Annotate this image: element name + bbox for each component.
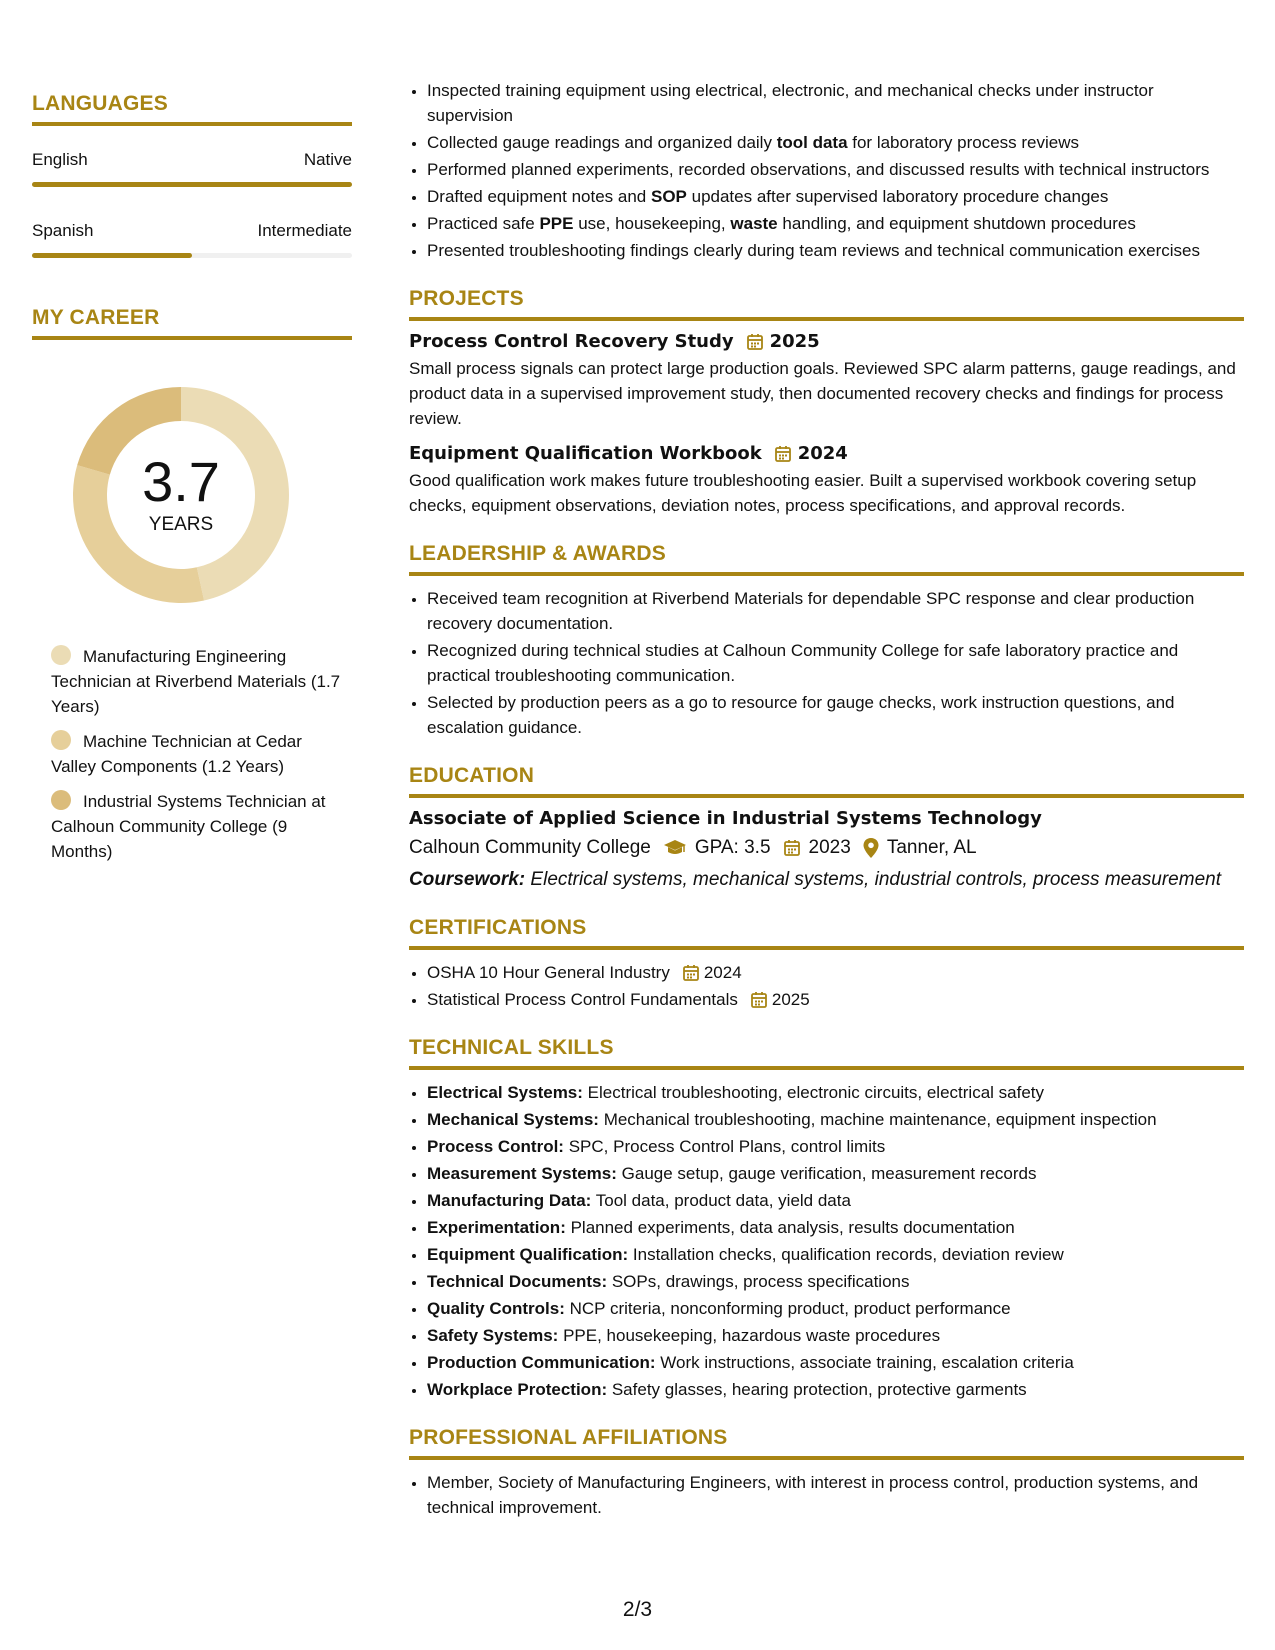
skill-item [427, 1080, 1244, 1105]
education-gpa: GPA: 3.5 [694, 837, 771, 858]
skill-category: Technical Documents: [427, 1272, 608, 1291]
left-column [32, 92, 352, 874]
projects-heading: PROJECTS [409, 287, 1244, 321]
page-number: 2/3 [622, 1598, 653, 1621]
education-degree: Associate of Applied Science in Industrial Systems Technology [409, 808, 1042, 829]
education-coursework [409, 867, 1244, 892]
bullet-keyword: PPE [539, 214, 574, 233]
education-school: Calhoun Community College [409, 837, 651, 858]
career-total-years: 3.7 [142, 450, 220, 513]
skill-values: SOPs, drawings, process specifications [607, 1272, 910, 1291]
experience-bullet [427, 238, 1244, 263]
calendar-icon [783, 839, 801, 857]
education-details [409, 837, 1244, 859]
career-legend [51, 644, 341, 864]
languages-list [32, 150, 352, 258]
legend-dot [51, 790, 71, 810]
project-name: Equipment Qualification Workbook [409, 443, 762, 464]
skill-item [427, 1323, 1244, 1348]
bullet-text: Practiced safe [427, 214, 540, 233]
bullet-text: updates after supervised laboratory procedure changes [686, 187, 1109, 206]
certifications-list [409, 960, 1244, 1012]
language-proficiency-fill [32, 253, 192, 258]
language-item [32, 221, 352, 258]
education-heading: EDUCATION [409, 764, 1244, 798]
bullet-text: Inspected training equipment using electrical, electronic, and mechanical checks under instructor supervision [427, 81, 1154, 125]
language-proficiency-fill [32, 182, 352, 187]
experience-bullet [427, 157, 1244, 182]
language-item [32, 150, 352, 187]
legend-dot [51, 645, 71, 665]
language-level: Intermediate [257, 221, 352, 240]
legend-item [51, 729, 341, 779]
skill-values: PPE, housekeeping, hazardous waste procedures [558, 1326, 941, 1345]
skill-category: Electrical Systems: [427, 1083, 583, 1102]
language-proficiency-bar [32, 253, 352, 258]
skill-category: Equipment Qualification: [427, 1245, 629, 1264]
skill-item [427, 1242, 1244, 1267]
calendar-icon [682, 964, 700, 982]
project-item [409, 331, 1244, 431]
coursework-label: Coursework: [409, 869, 526, 890]
education-location: Tanner, AL [886, 837, 977, 858]
skill-values: Mechanical troubleshooting, machine maintenance, equipment inspection [598, 1110, 1157, 1129]
affiliations-list [409, 1470, 1244, 1520]
calendar-icon [746, 333, 764, 351]
bullet-text: use, housekeeping, [573, 214, 731, 233]
skill-values: Electrical troubleshooting, electronic circuits, electrical safety [582, 1083, 1045, 1102]
skill-category: Process Control: [427, 1137, 564, 1156]
bullet-text: Performed planned experiments, recorded observations, and discussed results with technical instructors [427, 160, 1210, 179]
bullet-text: Presented troubleshooting findings clearly during team reviews and technical communication exercises [427, 241, 1200, 260]
education-year: 2023 [808, 837, 851, 858]
bullet-keyword: SOP [650, 187, 687, 206]
skill-item [427, 1296, 1244, 1321]
skill-category: Experimentation: [427, 1218, 566, 1237]
skill-item [427, 1215, 1244, 1240]
legend-label: Machine Technician at Cedar Valley Components (1.2 Years) [51, 732, 302, 776]
skill-values: Tool data, product data, yield data [591, 1191, 851, 1210]
bullet-keyword: tool data [776, 133, 848, 152]
skill-category: Mechanical Systems: [427, 1110, 599, 1129]
skill-item [427, 1377, 1244, 1402]
skill-item [427, 1188, 1244, 1213]
leadership-item: • Recognized during technical studies at Calhoun Community College for safe laboratory practice and practical troubleshooting communication. [427, 638, 1244, 688]
legend-label: Industrial Systems Technician at Calhoun Community College (9 Months) [51, 792, 326, 861]
project-name: Process Control Recovery Study [409, 331, 734, 352]
skill-values: Gauge setup, gauge verification, measurement records [616, 1164, 1037, 1183]
skill-item [427, 1161, 1244, 1186]
legend-item [51, 789, 341, 864]
bullet-keyword: waste [730, 214, 778, 233]
skill-category: Quality Controls: [427, 1299, 565, 1318]
career-heading: MY CAREER [32, 306, 352, 340]
certification-name: • Statistical Process Control Fundamentals [427, 990, 738, 1009]
experience-bullet [427, 184, 1244, 209]
skills-list [409, 1080, 1244, 1402]
calendar-icon [774, 445, 792, 463]
coursework-text: Electrical systems, mechanical systems, industrial controls, process measurement [525, 869, 1221, 890]
experience-bullet [427, 211, 1244, 236]
project-year: 2024 [797, 443, 848, 464]
project-year: 2025 [769, 331, 820, 352]
bullet-text: Collected gauge readings and organized daily [427, 133, 777, 152]
leadership-item: • Received team recognition at Riverbend Materials for dependable SPC response and clear production recovery documentation. [427, 586, 1244, 636]
skill-item [427, 1350, 1244, 1375]
project-description: Small process signals can protect large production goals. Reviewed SPC alarm patterns, gauge readings, and product data in a supervised improvement study, then documented recovery checks and findings for process review. [409, 359, 1236, 428]
legend-dot [51, 730, 71, 750]
skill-values: Planned experiments, data analysis, results documentation [565, 1218, 1015, 1237]
skills-heading: TECHNICAL SKILLS [409, 1036, 1244, 1070]
certification-item [427, 960, 1244, 985]
calendar-icon [750, 991, 768, 1009]
skill-item [427, 1107, 1244, 1132]
location-pin-icon [863, 838, 879, 858]
skill-values: SPC, Process Control Plans, control limits [563, 1137, 886, 1156]
experience-bullets [409, 78, 1244, 263]
skill-category: Workplace Protection: [427, 1380, 608, 1399]
certification-year: 2025 [771, 990, 810, 1009]
leadership-heading: LEADERSHIP & AWARDS [409, 542, 1244, 576]
skill-values: Installation checks, qualification records, deviation review [628, 1245, 1064, 1264]
skill-item [427, 1269, 1244, 1294]
experience-bullet [427, 130, 1244, 155]
bullet-text: for laboratory process reviews [847, 133, 1080, 152]
skill-values: Safety glasses, hearing protection, protective garments [607, 1380, 1027, 1399]
leadership-list [409, 586, 1244, 740]
language-name: English [32, 150, 88, 169]
project-description: Good qualification work makes future troubleshooting easier. Built a supervised workbook covering setup checks, equipment observations, deviation notes, process specifications, and approval records. [409, 471, 1197, 515]
legend-label: Manufacturing Engineering Technician at Riverbend Materials (1.7 Years) [51, 647, 341, 716]
skill-values: NCP criteria, nonconforming product, product performance [564, 1299, 1011, 1318]
certification-item [427, 987, 1244, 1012]
language-level: Native [303, 150, 352, 169]
career-donut-chart [66, 380, 296, 610]
graduation-cap-icon [663, 839, 687, 857]
languages-heading: LANGUAGES [32, 92, 352, 126]
legend-item [51, 644, 341, 719]
skill-category: Manufacturing Data: [427, 1191, 592, 1210]
project-item [409, 443, 1244, 518]
certification-year: 2024 [703, 963, 742, 982]
bullet-text: Drafted equipment notes and [427, 187, 651, 206]
certification-name: • OSHA 10 Hour General Industry [427, 963, 670, 982]
bullet-text: handling, and equipment shutdown procedures [777, 214, 1136, 233]
skill-category: Measurement Systems: [427, 1164, 617, 1183]
certifications-heading: CERTIFICATIONS [409, 916, 1244, 950]
language-name: Spanish [32, 221, 94, 240]
right-column [409, 78, 1244, 1522]
affiliation-item: • Member, Society of Manufacturing Engineers, with interest in process control, production systems, and technical improvement. [427, 1470, 1244, 1520]
leadership-item: • Selected by production peers as a go to resource for gauge checks, work instruction questions, and escalation guidance. [427, 690, 1244, 740]
skill-values: Work instructions, associate training, escalation criteria [655, 1353, 1074, 1372]
skill-category: Safety Systems: [427, 1326, 559, 1345]
language-proficiency-bar [32, 182, 352, 187]
career-total-unit: YEARS [148, 514, 214, 535]
affiliations-heading: PROFESSIONAL AFFILIATIONS [409, 1426, 1244, 1460]
skill-item [427, 1134, 1244, 1159]
experience-bullet [427, 78, 1244, 128]
skill-category: Production Communication: [427, 1353, 656, 1372]
